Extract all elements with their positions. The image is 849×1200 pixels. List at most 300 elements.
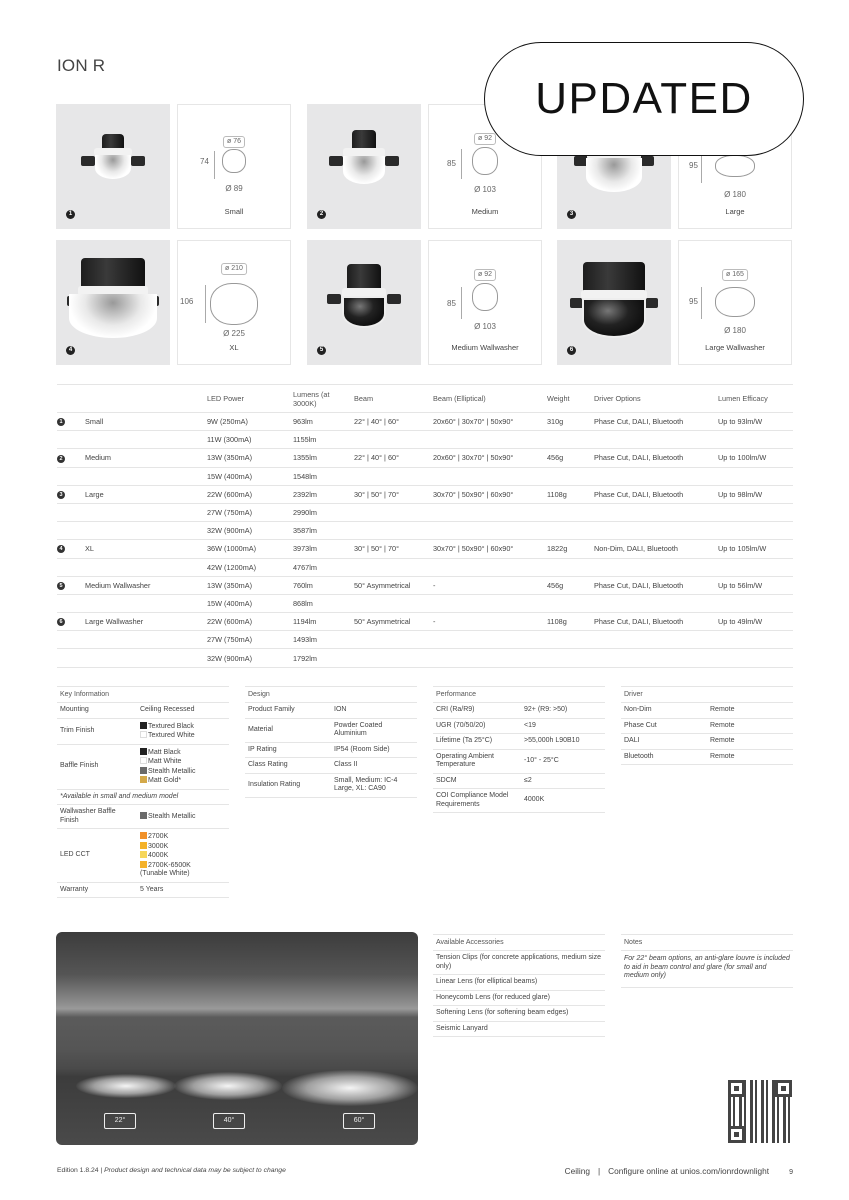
diameter-label: Ø 225 <box>223 329 245 338</box>
table-row: Wallwasher Baffle Finish Stealth Metallic <box>57 805 229 829</box>
table-row <box>433 789 605 813</box>
cell-value: Remote <box>707 718 793 734</box>
cell-beam <box>354 631 433 649</box>
cell-efficacy <box>718 558 793 576</box>
cell-label: Phase Cut <box>621 718 707 734</box>
color-swatch <box>140 832 147 839</box>
cell-value: Small, Medium: IC-4 Large, XL: CA90 <box>331 773 417 797</box>
section-title: Design <box>245 687 417 703</box>
cell-elliptical <box>433 503 547 521</box>
table-row <box>433 734 605 750</box>
table-row <box>57 540 793 558</box>
cell-efficacy <box>718 522 793 540</box>
cell-label: Product Family <box>245 703 331 719</box>
color-swatch <box>140 851 147 858</box>
cell-model <box>85 431 207 449</box>
section-title: Key Information <box>57 687 229 703</box>
table-row <box>245 742 417 758</box>
cell-model <box>85 631 207 649</box>
size-label: Small <box>224 207 244 216</box>
cell-model: Large Wallwasher <box>85 613 207 631</box>
cell-lumens: 3973lm <box>293 540 354 558</box>
table-row <box>57 594 793 612</box>
product-number-badge: 5 <box>317 346 326 355</box>
cell-power: 11W (300mA) <box>207 431 293 449</box>
cell-power: 42W (1200mA) <box>207 558 293 576</box>
diameter-label: Ø 103 <box>474 322 496 331</box>
cell-elliptical: 30x70° | 50x90° | 60x90° <box>433 485 547 503</box>
cell-driver <box>594 467 718 485</box>
tunable-note: (Tunable White) <box>140 870 190 877</box>
size-label: XL <box>229 343 239 352</box>
cell-value: Powder Coated Aluminium <box>331 718 417 742</box>
product-number-icon: 2 <box>57 455 65 463</box>
drawing-icon <box>715 287 755 317</box>
accessories-table <box>433 934 605 1037</box>
cell-value: ION <box>331 703 417 719</box>
performance-table <box>433 686 605 813</box>
product-number-icon: 5 <box>57 582 65 590</box>
cell-lumens: 2392lm <box>293 485 354 503</box>
cell-model: Medium <box>85 449 207 467</box>
configure-link[interactable]: Configure online at unios.com/ionrdownlight <box>608 1166 770 1176</box>
table-row <box>433 718 605 734</box>
cell-driver <box>594 631 718 649</box>
cell-weight: 1822g <box>547 540 594 558</box>
cutout-label: ø 210 <box>221 263 247 275</box>
size-label: Medium Wallwasher <box>451 343 519 352</box>
cell-weight <box>547 431 594 449</box>
finish-option: Matt Gold* <box>140 776 226 786</box>
drawing-icon <box>715 155 755 177</box>
cell-elliptical: - <box>433 613 547 631</box>
height-label: 74 <box>200 157 209 166</box>
dimension-drawing-large-wallwasher <box>678 240 792 365</box>
table-row <box>245 773 417 797</box>
driver-table <box>621 686 793 765</box>
table-row: Mounting Ceiling Recessed <box>57 703 229 719</box>
table-row: Warranty 5 Years <box>57 882 229 898</box>
section-title: Driver <box>621 687 793 703</box>
cell-weight <box>547 631 594 649</box>
cell-power: 22W (600mA) <box>207 613 293 631</box>
finish-option: Matt White <box>140 757 226 767</box>
product-number-icon: 3 <box>57 491 65 499</box>
color-swatch <box>140 812 147 819</box>
column-header: Weight <box>547 385 594 413</box>
cell-elliptical <box>433 594 547 612</box>
specification-table <box>57 384 793 668</box>
cell-power: 15W (400mA) <box>207 467 293 485</box>
cell-lumens: 1155lm <box>293 431 354 449</box>
cell-power: 27W (750mA) <box>207 503 293 521</box>
baffle-finish-options <box>137 744 229 789</box>
dimension-drawing-xl <box>177 240 291 365</box>
cell-model <box>85 503 207 521</box>
cell-model: Medium Wallwasher <box>85 576 207 594</box>
notes-text: For 22° beam options, an anti-glare louvre is included to aid in beam control and glare (for small and medium only) <box>621 951 793 988</box>
cell-elliptical <box>433 522 547 540</box>
cell-weight: 1108g <box>547 485 594 503</box>
cell-label: Lifetime (Ta 25°C) <box>433 734 521 750</box>
color-swatch <box>140 757 147 764</box>
cell-efficacy <box>718 594 793 612</box>
color-swatch <box>140 731 147 738</box>
cell-driver <box>594 522 718 540</box>
product-photo-xl <box>56 240 170 365</box>
column-header: Driver Options <box>594 385 718 413</box>
cell-lumens: 1548lm <box>293 467 354 485</box>
cell-elliptical <box>433 631 547 649</box>
cell-efficacy <box>718 503 793 521</box>
cell-beam <box>354 503 433 521</box>
finish-option: Stealth Metallic <box>140 767 226 777</box>
dimension-drawing-medium-wallwasher <box>428 240 542 365</box>
size-label: Medium <box>471 207 499 216</box>
cell-label: Non-Dim <box>621 703 707 719</box>
cell-lumens: 1792lm <box>293 649 354 667</box>
cell-beam: 50° Asymmetrical <box>354 613 433 631</box>
finish-option: 2700K <box>140 832 226 842</box>
cell-value: IP54 (Room Side) <box>331 742 417 758</box>
table-header-row <box>57 385 793 413</box>
cell-power: 13W (350mA) <box>207 449 293 467</box>
cell-label: COI Compliance Model Requirements <box>433 789 521 813</box>
cell-lumens: 868lm <box>293 594 354 612</box>
key-information-table <box>57 686 229 898</box>
cell-driver: Phase Cut, DALI, Bluetooth <box>594 613 718 631</box>
cct-options <box>137 829 229 883</box>
cell-power: 9W (250mA) <box>207 413 293 431</box>
cell-weight <box>547 649 594 667</box>
cell-value: >55,000h L90B10 <box>521 734 605 750</box>
page-title: ION R <box>57 56 106 75</box>
table-row <box>433 773 605 789</box>
updated-badge <box>484 42 804 156</box>
finish-option: 2700K-6500K <box>140 861 226 871</box>
cell-model <box>85 558 207 576</box>
diameter-label: Ø 103 <box>474 185 496 194</box>
product-photo-medium-wallwasher <box>307 240 421 365</box>
table-row <box>621 734 793 750</box>
table-row <box>433 749 605 773</box>
footer-edition: Edition 1.8.24 | Product design and technical data may be subject to change <box>57 1167 286 1174</box>
downlight-image <box>566 262 662 350</box>
cell-label: CRI (Ra/R9) <box>433 703 521 719</box>
height-label: 95 <box>689 297 698 306</box>
color-swatch <box>140 861 147 868</box>
cell-label: Material <box>245 718 331 742</box>
cell-lumens: 760lm <box>293 576 354 594</box>
drawing-icon <box>472 147 498 175</box>
list-item: Linear Lens (for elliptical beams) <box>433 975 605 991</box>
cell-driver: Non-Dim, DALI, Bluetooth <box>594 540 718 558</box>
cell-value: 4000K <box>521 789 605 813</box>
table-row <box>57 431 793 449</box>
product-number-icon: 4 <box>57 545 65 553</box>
cell-elliptical <box>433 649 547 667</box>
cell-lumens: 4767lm <box>293 558 354 576</box>
cell-model: Small <box>85 413 207 431</box>
product-photo-medium <box>307 104 421 229</box>
table-row <box>245 703 417 719</box>
cell-model <box>85 522 207 540</box>
list-item: Softening Lens (for softening beam edges) <box>433 1006 605 1022</box>
cell-driver: Phase Cut, DALI, Bluetooth <box>594 485 718 503</box>
column-header: Beam (Elliptical) <box>433 385 547 413</box>
cell-weight: 456g <box>547 449 594 467</box>
table-row <box>57 789 229 805</box>
cell-efficacy <box>718 431 793 449</box>
cell-beam <box>354 522 433 540</box>
height-label: 95 <box>689 161 698 170</box>
footnote: *Available in small and medium model <box>57 789 229 805</box>
footer-nav: Ceiling | Configure online at unios.com/ionrdownlight 9 <box>564 1166 793 1176</box>
cell-power: 32W (900mA) <box>207 649 293 667</box>
cell-label: Insulation Rating <box>245 773 331 797</box>
list-item: Seismic Lanyard <box>433 1021 605 1037</box>
cell-driver <box>594 649 718 667</box>
page-number: 9 <box>789 1169 793 1176</box>
cell-label: DALI <box>621 734 707 750</box>
drawing-icon <box>222 149 246 173</box>
color-swatch <box>140 776 147 783</box>
cell-weight: 456g <box>547 576 594 594</box>
size-label: Large <box>725 207 745 216</box>
cell-weight: 310g <box>547 413 594 431</box>
cell-driver <box>594 594 718 612</box>
trim-finish-options <box>137 718 229 744</box>
cell-power: 36W (1000mA) <box>207 540 293 558</box>
cell-driver <box>594 503 718 521</box>
cell-beam <box>354 594 433 612</box>
cutout-label: ø 92 <box>474 269 496 281</box>
cell-beam: 50° Asymmetrical <box>354 576 433 594</box>
cell-efficacy: Up to 98lm/W <box>718 485 793 503</box>
table-row <box>57 522 793 540</box>
product-photo-small <box>56 104 170 229</box>
cell-efficacy <box>718 467 793 485</box>
cell-power: 15W (400mA) <box>207 594 293 612</box>
table-row <box>57 467 793 485</box>
qr-code[interactable] <box>728 1080 792 1143</box>
table-row <box>621 749 793 765</box>
cell-elliptical: 20x60° | 30x70° | 50x90° <box>433 413 547 431</box>
color-swatch <box>140 722 147 729</box>
cell-label: UGR (70/50/20) <box>433 718 521 734</box>
cell-beam <box>354 558 433 576</box>
height-label: 85 <box>447 299 456 308</box>
cell-lumens: 1355lm <box>293 449 354 467</box>
design-table <box>245 686 417 798</box>
cell-power: 27W (750mA) <box>207 631 293 649</box>
cell-driver: Phase Cut, DALI, Bluetooth <box>594 413 718 431</box>
table-row <box>57 613 793 631</box>
cell-driver <box>594 558 718 576</box>
cutout-label: ø 76 <box>223 136 245 148</box>
table-row <box>245 718 417 742</box>
footer-category: Ceiling <box>564 1166 590 1176</box>
table-row <box>57 649 793 667</box>
cell-elliptical <box>433 431 547 449</box>
diameter-label: Ø 89 <box>225 184 243 193</box>
cell-label: Operating Ambient Temperature <box>433 749 521 773</box>
cell-lumens: 3587lm <box>293 522 354 540</box>
cell-value: Remote <box>707 734 793 750</box>
cell-elliptical <box>433 467 547 485</box>
color-swatch <box>140 748 147 755</box>
cell-power: 13W (350mA) <box>207 576 293 594</box>
finish-option: Textured Black <box>140 722 226 732</box>
diameter-label: Ø 180 <box>724 326 746 335</box>
table-row <box>57 503 793 521</box>
cell-value: 92+ (R9: >50) <box>521 703 605 719</box>
height-label: 85 <box>447 159 456 168</box>
cell-efficacy: Up to 56lm/W <box>718 576 793 594</box>
table-row: Trim Finish Textured Black Textured White <box>57 718 229 744</box>
cell-efficacy: Up to 100lm/W <box>718 449 793 467</box>
cell-efficacy <box>718 631 793 649</box>
cell-lumens: 963lm <box>293 413 354 431</box>
cell-efficacy: Up to 105lm/W <box>718 540 793 558</box>
drawing-icon <box>472 283 498 311</box>
downlight-image <box>327 130 401 196</box>
table-row <box>57 631 793 649</box>
cell-value: Remote <box>707 703 793 719</box>
product-number-badge: 2 <box>317 210 326 219</box>
cell-beam: 30° | 50° | 70° <box>354 485 433 503</box>
cell-lumens: 2990lm <box>293 503 354 521</box>
drawing-icon <box>210 283 258 325</box>
table-row <box>57 558 793 576</box>
column-header: Lumens (at 3000K) <box>293 385 354 413</box>
cell-beam <box>354 431 433 449</box>
cell-model <box>85 649 207 667</box>
table-row <box>57 413 793 431</box>
table-row <box>245 758 417 774</box>
cell-driver <box>594 431 718 449</box>
color-swatch <box>140 767 147 774</box>
cell-label: Bluetooth <box>621 749 707 765</box>
cell-driver: Phase Cut, DALI, Bluetooth <box>594 576 718 594</box>
cell-lumens: 1493lm <box>293 631 354 649</box>
cell-efficacy: Up to 49lm/W <box>718 613 793 631</box>
section-title: Notes <box>621 935 793 951</box>
cell-beam <box>354 649 433 667</box>
product-number-badge: 3 <box>567 210 576 219</box>
cell-beam: 30° | 50° | 70° <box>354 540 433 558</box>
table-row <box>433 703 605 719</box>
column-header: Beam <box>354 385 433 413</box>
downlight-image <box>78 134 148 194</box>
cell-elliptical: - <box>433 576 547 594</box>
cutout-label: ø 92 <box>474 133 496 145</box>
table-row <box>621 703 793 719</box>
size-label: Large Wallwasher <box>705 343 765 352</box>
cell-efficacy <box>718 649 793 667</box>
beam-angle-photo <box>56 932 418 1145</box>
finish-option: Matt Black <box>140 748 226 758</box>
cell-label: IP Rating <box>245 742 331 758</box>
cell-model: XL <box>85 540 207 558</box>
cell-beam: 22° | 40° | 60° <box>354 449 433 467</box>
beam-label-40: 40° <box>213 1113 245 1129</box>
cell-value: -10° - 25°C <box>521 749 605 773</box>
cell-weight <box>547 558 594 576</box>
table-row: Baffle Finish Matt Black Matt White Stealth Metallic Matt Gold* <box>57 744 229 789</box>
table-row <box>57 485 793 503</box>
cell-label: Class Rating <box>245 758 331 774</box>
cell-beam <box>354 467 433 485</box>
product-number-icon: 6 <box>57 618 65 626</box>
cell-label: SDCM <box>433 773 521 789</box>
cell-value: <19 <box>521 718 605 734</box>
cell-value: Remote <box>707 749 793 765</box>
color-swatch <box>140 842 147 849</box>
cell-weight <box>547 503 594 521</box>
cell-elliptical: 30x70° | 50x90° | 60x90° <box>433 540 547 558</box>
cell-beam: 22° | 40° | 60° <box>354 413 433 431</box>
beam-label-60: 60° <box>343 1113 375 1129</box>
table-row <box>57 449 793 467</box>
column-header: LED Power <box>207 385 293 413</box>
table-row <box>57 576 793 594</box>
cell-efficacy: Up to 93lm/W <box>718 413 793 431</box>
diameter-label: Ø 180 <box>724 190 746 199</box>
cell-elliptical: 20x60° | 30x70° | 50x90° <box>433 449 547 467</box>
finish-option: 3000K <box>140 842 226 852</box>
column-header: Lumen Efficacy <box>718 385 793 413</box>
cell-model: Large <box>85 485 207 503</box>
cell-weight <box>547 594 594 612</box>
cell-model <box>85 467 207 485</box>
product-photo-large-wallwasher <box>557 240 671 365</box>
product-number-badge: 6 <box>567 346 576 355</box>
list-item: Tension Clips (for concrete applications, medium size only) <box>433 951 605 975</box>
finish-option: Textured White <box>140 731 226 741</box>
table-row: LED CCT 2700K 3000K 4000K 2700K-6500K (Tunable White) <box>57 829 229 883</box>
updated-badge-text: UPDATED <box>535 74 753 123</box>
list-item: Honeycomb Lens (for reduced glare) <box>433 990 605 1006</box>
wallwasher-finish: Stealth Metallic <box>137 805 229 829</box>
downlight-image <box>63 258 163 346</box>
table-row <box>621 718 793 734</box>
cell-value: Class II <box>331 758 417 774</box>
footer-disclaimer: Product design and technical data may be subject to change <box>104 1167 286 1174</box>
finish-option: 4000K <box>140 851 226 861</box>
section-title: Available Accessories <box>433 935 605 951</box>
downlight-image <box>325 264 403 340</box>
product-number-badge: 1 <box>66 210 75 219</box>
cell-lumens: 1194lm <box>293 613 354 631</box>
notes-table <box>621 934 793 988</box>
cell-model <box>85 594 207 612</box>
cell-elliptical <box>433 558 547 576</box>
beam-label-22: 22° <box>104 1113 136 1129</box>
height-label: 106 <box>180 297 194 306</box>
cell-driver: Phase Cut, DALI, Bluetooth <box>594 449 718 467</box>
product-number-badge: 4 <box>66 346 75 355</box>
cell-weight <box>547 522 594 540</box>
cell-value: ≤2 <box>521 773 605 789</box>
cell-weight: 1108g <box>547 613 594 631</box>
product-number-icon: 1 <box>57 418 65 426</box>
cell-power: 22W (600mA) <box>207 485 293 503</box>
cutout-label: ø 165 <box>722 269 748 281</box>
section-title: Performance <box>433 687 605 703</box>
cell-weight <box>547 467 594 485</box>
dimension-drawing-small <box>177 104 291 229</box>
